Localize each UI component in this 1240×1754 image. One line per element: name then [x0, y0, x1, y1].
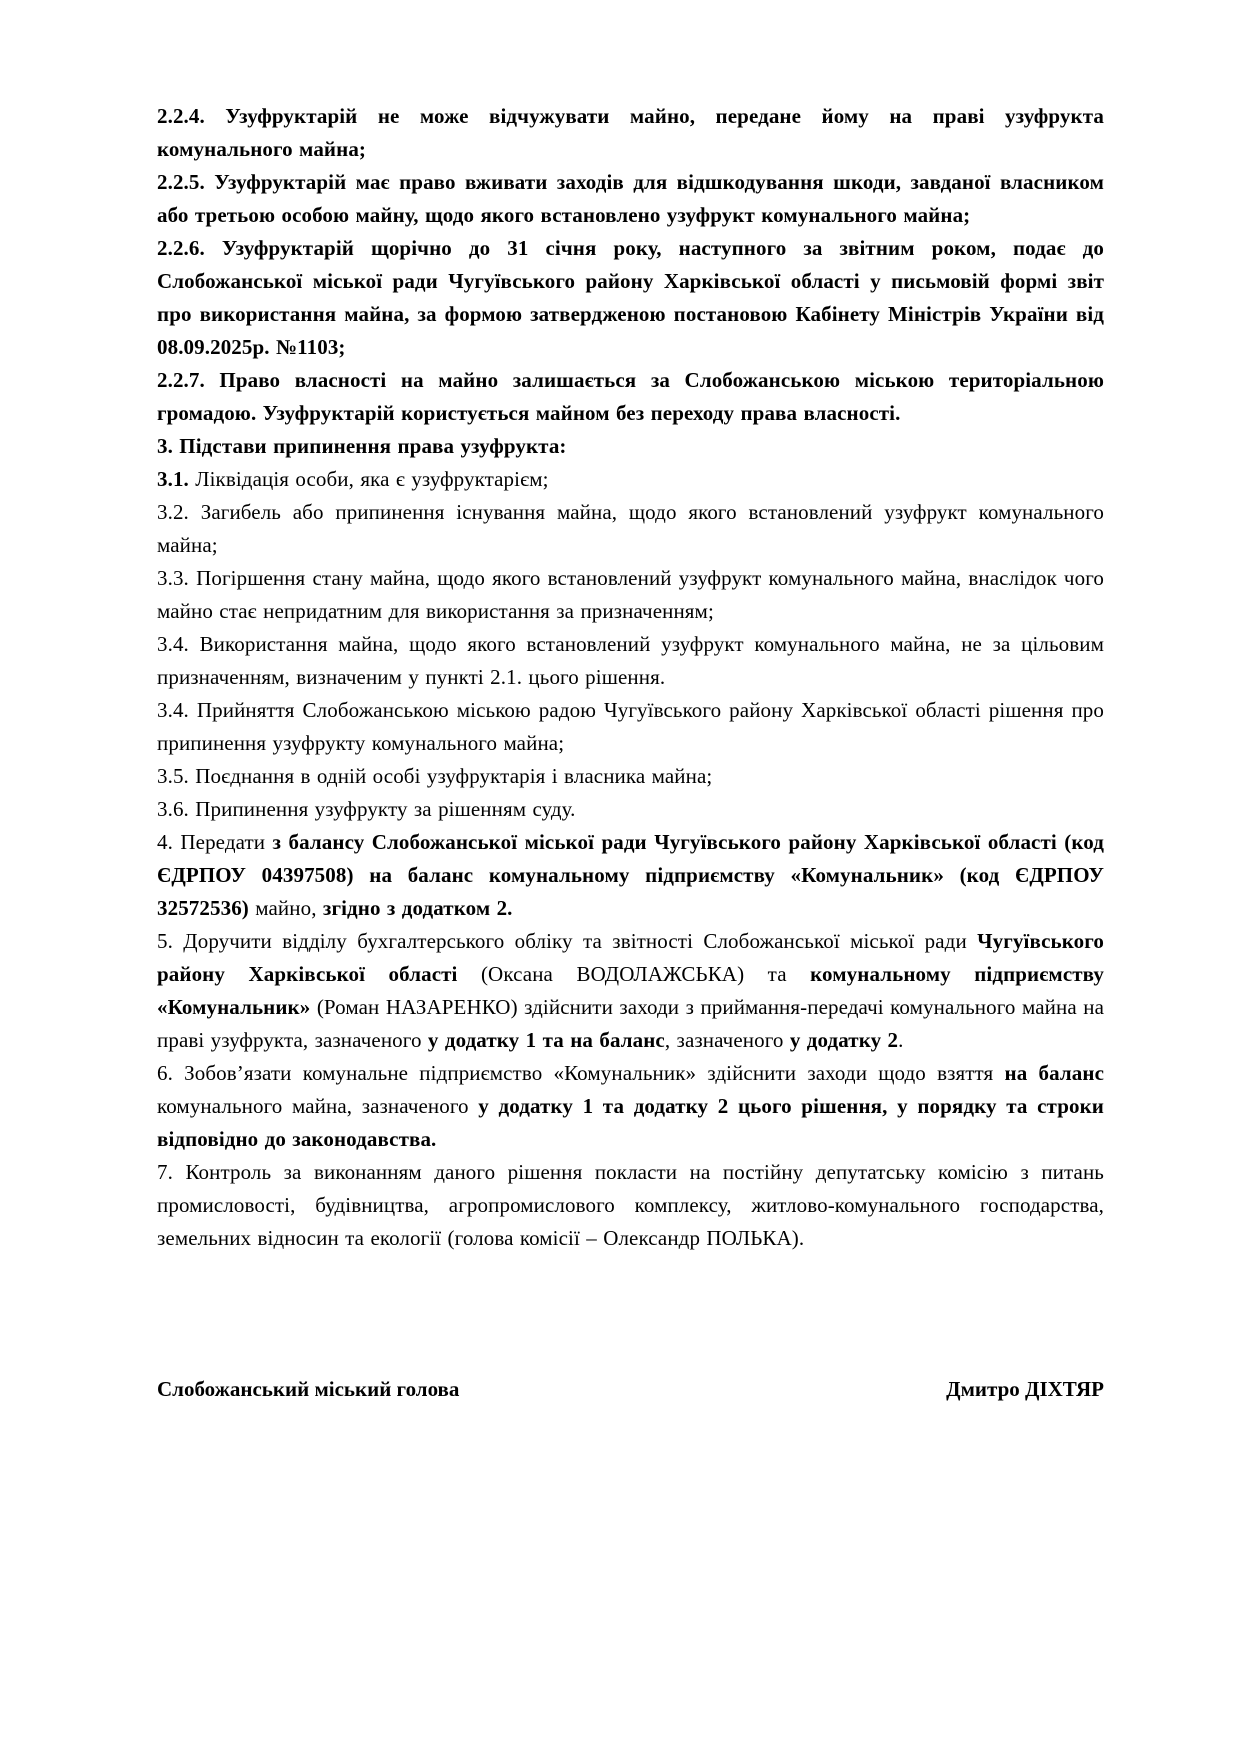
text-run: 3.2. Загибель або припинення існування майна, щодо якого встановлений узуфрукт комунального майна;	[157, 500, 1104, 557]
bold-text-run: 3.1.	[157, 467, 189, 491]
document-body	[157, 100, 1104, 1255]
clause-7	[157, 1156, 1104, 1255]
text-run: майно,	[248, 896, 323, 920]
clause-3-6	[157, 793, 1104, 826]
bold-text-run: 3. Підстави припинення права узуфрукта:	[157, 434, 567, 458]
clause-6	[157, 1057, 1104, 1156]
text-run: (Оксана ВОДОЛАЖСЬКА) та	[480, 962, 811, 986]
text-run: , зазначеного	[664, 1028, 790, 1052]
clause-2-2-5	[157, 166, 1104, 232]
signature-row	[157, 1373, 1104, 1406]
bold-text-run: у додатку 1 та на баланс	[427, 1028, 665, 1052]
clause-3-4-usage	[157, 628, 1104, 694]
text-run: 3.6. Припинення узуфрукту за рішенням суду.	[157, 797, 576, 821]
text-run: 6. Зобов’язати комунальне підприємство «Комунальник» здійснити заходи щодо взяття	[157, 1061, 1005, 1085]
document-content	[157, 100, 1104, 1406]
text-run: комунального майна, зазначеного	[157, 1094, 479, 1118]
text-run: 3.3. Погіршення стану майна, щодо якого встановлений узуфрукт комунального майна, внаслідок чого майно стає непридатним для використання за призначенням;	[157, 566, 1104, 623]
clause-3-3	[157, 562, 1104, 628]
bold-text-run: у додатку 1 та додатку 2 цього рішення, у порядку та строки відповідно до законодавства.	[157, 1094, 1104, 1151]
text-run: 5. Доручити відділу бухгалтерського обліку та звітності Слобожанської міської ради	[157, 929, 978, 953]
bold-text-run: у додатку 2	[789, 1028, 899, 1052]
text-run: Ліквідація особи, яка є узуфруктарієм;	[188, 467, 549, 491]
signature-name: Дмитро ДІХТЯР	[946, 1377, 1104, 1401]
bold-text-run: з балансу Слобожанської міської ради Чугуївського району Харківської області (код ЄДРПОУ 04397508) на баланс комунальному підприємству «Комунальник» (код ЄДРПОУ 32572536)	[157, 830, 1104, 920]
clause-2-2-6	[157, 232, 1104, 364]
clause-3-5	[157, 760, 1104, 793]
clause-2-2-4	[157, 100, 1104, 166]
text-run: 4. Передати	[157, 830, 273, 854]
clause-5	[157, 925, 1104, 1057]
clause-2-2-7	[157, 364, 1104, 430]
clause-3-4-decision	[157, 694, 1104, 760]
bold-text-run: комунальному підприємству «Комунальник»	[157, 962, 1104, 1019]
text-run: (Роман НАЗАРЕНКО) здійснити заходи з приймання-передачі комунального майна на праві узуфрукта, зазначеного	[157, 995, 1104, 1052]
clause-3-2	[157, 496, 1104, 562]
bold-text-run: на баланс	[1004, 1061, 1105, 1085]
clause-3-1	[157, 463, 1104, 496]
bold-text-run: Чугуївського району Харківської області	[157, 929, 1104, 986]
text-run: 3.4. Прийняття Слобожанською міською радою Чугуївського району Харківської області рішення про припинення узуфрукту комунального майна;	[157, 698, 1104, 755]
signature-title: Слобожанський міський голова	[157, 1377, 460, 1401]
bold-text-run: 2.2.4. Узуфруктарій не може відчужувати майно, передане йому на праві узуфрукта комунального майна;	[157, 104, 1104, 161]
bold-text-run: 2.2.7. Право власності на майно залишається за Слобожанською міською територіальною громадою. Узуфруктарій користується майном без переходу права власності.	[157, 368, 1104, 425]
section-3-heading	[157, 430, 1104, 463]
text-run: .	[898, 1028, 904, 1052]
bold-text-run: 2.2.5. Узуфруктарій має право вживати заходів для відшкодування шкоди, завданої власником або третьою особою майну, щодо якого встановлено узуфрукт комунального майна;	[157, 170, 1104, 227]
clause-4	[157, 826, 1104, 925]
bold-text-run: 2.2.6. Узуфруктарій щорічно до 31 січня року, наступного за звітним роком, подає до Слобожанської міської ради Чугуївського району Харківської області у письмовій формі звіт про використання майна, за формою затвердженою постановою Кабінету Міністрів України від 08.09.2025р. №1103;	[157, 236, 1104, 359]
bold-text-run: згідно з додатком 2.	[322, 896, 513, 920]
text-run: 3.4. Використання майна, щодо якого встановлений узуфрукт комунального майна, не за цільовим призначенням, визначеним у пункті 2.1. цього рішення.	[157, 632, 1104, 689]
text-run: 3.5. Поєднання в одній особі узуфруктарія і власника майна;	[157, 764, 713, 788]
text-run: 7. Контроль за виконанням даного рішення покласти на постійну депутатську комісію з питань промисловості, будівництва, агропромислового комплексу, житлово-комунального господарства, земельних відносин та екології (голова комісії – Олександр ПОЛЬКА).	[157, 1160, 1104, 1250]
